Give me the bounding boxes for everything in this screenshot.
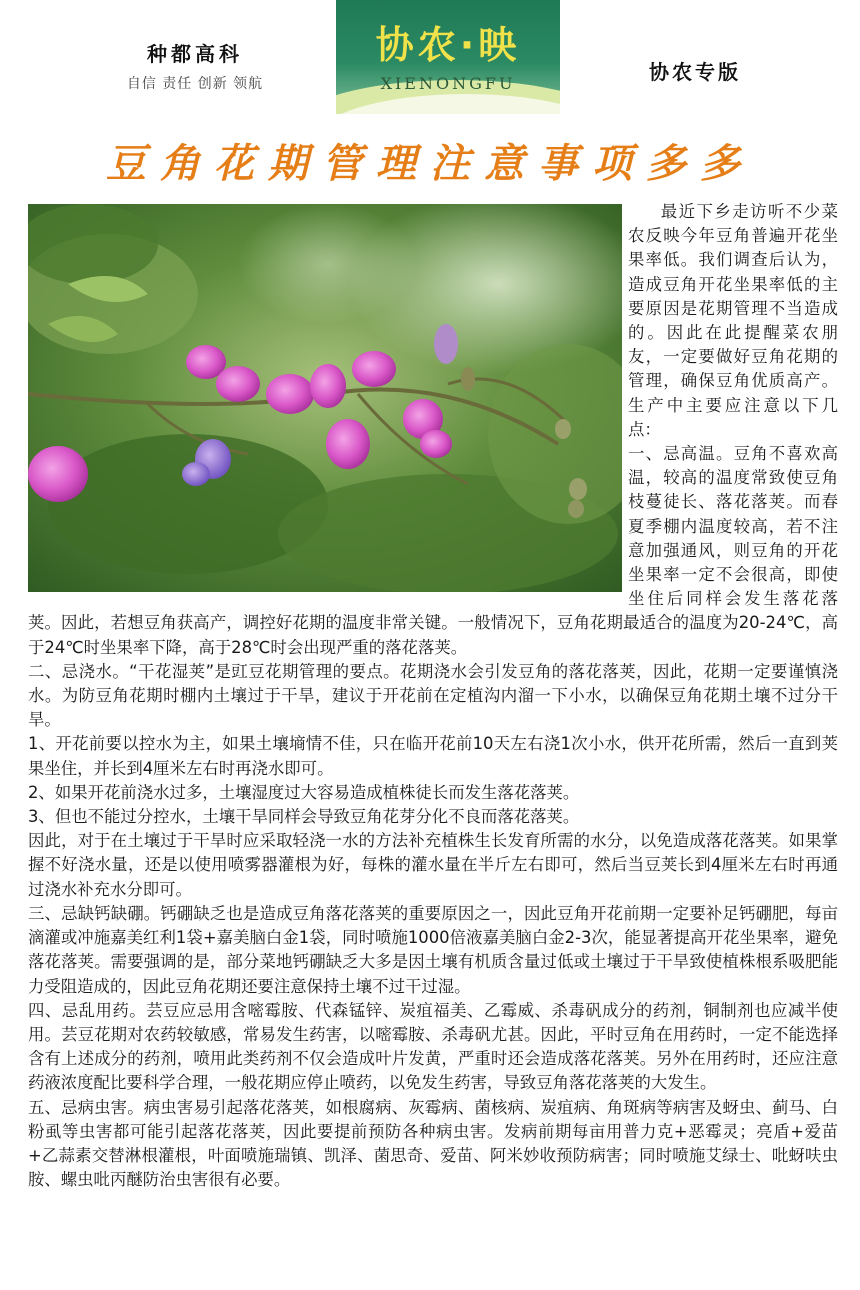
- article-body: [28, 200, 838, 1192]
- article-paragraph: 3、但也不能过分控水，土壤干旱同样会导致豆角花芽分化不良而落花落荚。: [28, 807, 580, 827]
- brand-block: [100, 38, 290, 93]
- edition-label: 协农专版: [649, 60, 741, 84]
- brand-slogan: 自信 责任 创新 领航: [126, 76, 264, 92]
- article-paragraph: 1、开花前要以控水为主，如果土壤墒情不佳，只在临开花前10天左右浇1次小水，供开花所需，然后一直到荚果坐住，并长到4厘米左右时再浇水即可。: [28, 734, 838, 778]
- masthead-title: 协农·映: [375, 23, 521, 67]
- masthead: [336, 0, 560, 114]
- article-paragraph: 一、忌高温。豆角不喜欢高温，较高的温度常致使豆角枝蔓徒长、落花落荚。而春夏季棚内温度较高，若不注意加强通风，则豆角的开花坐果率一定不会很高，即使坐住后同样会发生落花落荚。因此，若想豆角获高产，调控好花期的温度非常关键。一般情况下，豆角花期最适合的温度为20-24℃，高于24℃时坐果率下降，高于28℃时会出现严重的落花落荚。: [28, 444, 838, 657]
- bean-flower-photo: [28, 204, 622, 592]
- article-paragraph: 五、忌病虫害。病虫害易引起落花落荚，如根腐病、灰霉病、菌核病、炭疽病、角斑病等病害及蚜虫、蓟马、白粉虱等虫害都可能引起落花落荚，因此要提前预防各种病虫害。发病前期每亩用普力克+恶霉灵；亮盾+爱苗+乙蒜素交替淋根灌根，叶面喷施瑞镇、凯泽、菌思奇、爱苗、阿米妙收预防病害；同时喷施艾绿士、吡蚜呋虫胺、螺虫吡丙醚防治虫害很有必要。: [28, 1097, 838, 1190]
- article-paragraph: 四、忌乱用药。芸豆应忌用含嘧霉胺、代森锰锌、炭疽福美、乙霉威、杀毒矾成分的药剂，铜制剂也应减半使用。芸豆花期对农药较敏感，常易发生药害，以嘧霉胺、杀毒矾尤甚。因此，平时豆角在用药时，一定不能选择含有上述成分的药剂，喷用此类药剂不仅会造成叶片发黄，严重时还会造成落花落荚。另外在用药时，还应注意药液浓度配比要科学合理，一般花期应停止喷药，以免发生药害，导致豆角落花落荚的大发生。: [28, 1000, 838, 1093]
- article-paragraph: 因此，对于在土壤过于干旱时应采取轻浇一水的方法补充植株生长发育所需的水分，以免造成落花落荚。如果掌握不好浇水量，还是以使用喷雾器灌根为好，每株的灌水量在半斤左右即可，然后当豆荚长到4厘米左右时再通过浇水补充水分即可。: [28, 831, 838, 899]
- article-paragraph: 三、忌缺钙缺硼。钙硼缺乏也是造成豆角落花落荚的重要原因之一，因此豆角开花前期一定要补足钙硼肥，每亩滴灌或冲施嘉美红利1袋+嘉美脑白金1袋，同时喷施1000倍液嘉美脑白金2-3次，能显著提高开花坐果率，避免落花落荚。需要强调的是，部分菜地钙硼缺乏大多是因土壤有机质含量过低或土壤过于干旱致使植株根系吸肥能力受阻造成的，因此豆角花期还要注意保持土壤不过干过湿。: [28, 903, 838, 996]
- article-paragraph: 二、忌浇水。“干花湿荚”是豇豆花期管理的要点。花期浇水会引发豆角的落花落荚，因此，花期一定要谨慎浇水。为防豆角花期时棚内土壤过于干旱，建议于开花前在定植沟内溜一下小水，以确保豆角花期土壤不过分干旱。: [28, 661, 838, 730]
- headline: 豆角花期管理注意事项多多: [106, 141, 754, 187]
- intro-paragraph: 最近下乡走访听不少菜农反映今年豆角普遍开花坐果率低。我们调查后认为，造成豆角开花坐果率低的主要原因是花期管理不当造成的。因此在此提醒菜农朋友，一定要做好豆角花期的管理，确保豆角优质高产。生产中主要应注意以下几点：: [628, 202, 838, 439]
- brand-name: 种都高科: [147, 42, 243, 66]
- masthead-subtitle: XIENONGFU: [380, 74, 516, 93]
- article-paragraph: 2、如果开花前浇水过多，土壤湿度过大容易造成植株徒长而发生落花落荚。: [28, 782, 580, 802]
